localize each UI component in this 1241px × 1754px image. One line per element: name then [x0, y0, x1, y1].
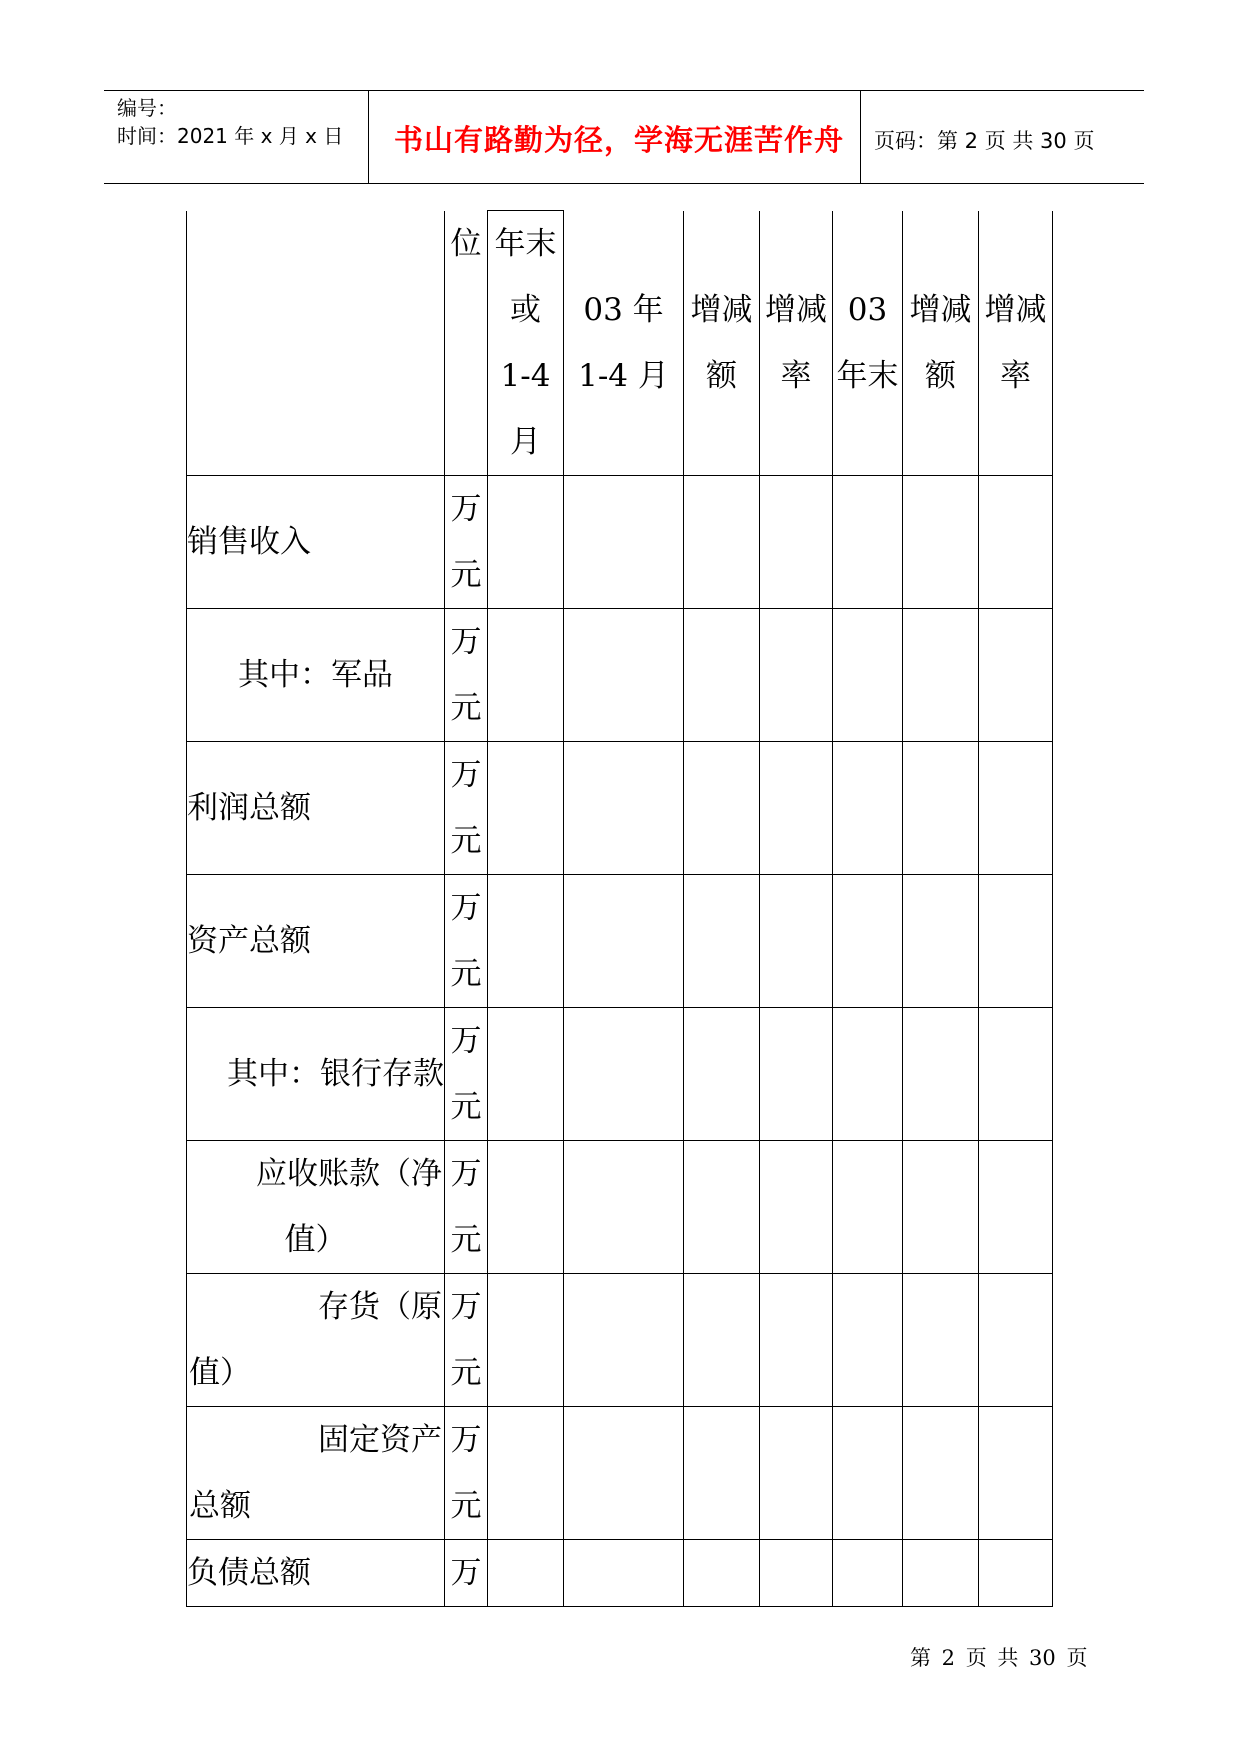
document-number-label: 编号： [117, 96, 177, 120]
header-line: 增减 [765, 291, 827, 328]
row-unit: 万 元 [445, 476, 488, 609]
header-top-rule [104, 90, 1144, 91]
table-row [187, 1540, 1053, 1607]
header-divider-right [860, 90, 861, 183]
header-cell-item [187, 211, 445, 476]
header-line: 年末 [494, 226, 557, 262]
header-line: 03 [847, 291, 888, 328]
table-row [187, 1274, 1053, 1407]
header-line: 年末 [836, 357, 899, 394]
table-row [187, 875, 1053, 1008]
table-row [187, 1407, 1053, 1540]
row-unit: 万 元 [445, 875, 488, 1008]
table-row [187, 476, 1053, 609]
table-row [187, 742, 1053, 875]
header-line: 额 [925, 357, 956, 394]
header-cell-2003-jan-apr [564, 211, 684, 476]
header-cell-change-rate-2 [979, 211, 1053, 476]
header-divider-left [368, 90, 369, 183]
row-label: 资产总额 [187, 875, 445, 1008]
header-cell-year-end-or-jan-apr [488, 211, 564, 476]
row-unit: 万 元 [445, 1141, 488, 1274]
header-unit-text: 位 [450, 225, 482, 262]
header-line: 03 年 [583, 291, 664, 328]
table-row [187, 1141, 1053, 1274]
header-cell-change-amount-1 [684, 211, 760, 476]
header-line: 增减 [690, 291, 753, 328]
header-line: 增减 [909, 291, 972, 328]
row-label: 其中：银行存款 [187, 1008, 445, 1141]
row-label: 应收账款（净 值） [187, 1141, 445, 1274]
header-line: 月 [510, 424, 541, 460]
header-line: 1-4 月 [578, 357, 669, 394]
row-label: 负债总额 [187, 1540, 445, 1607]
header-line: 率 [780, 357, 812, 394]
header-motto: 书山有路勤为径，学海无涯苦作舟 [394, 123, 845, 157]
row-unit: 万 元 [445, 1274, 488, 1407]
table-row [187, 1008, 1053, 1141]
table-header-row [187, 211, 1053, 476]
row-label: 固定资产 总额 [187, 1407, 445, 1540]
row-label: 存货（原 值） [187, 1274, 445, 1407]
header-line: 增减 [984, 291, 1047, 328]
header-cell-2003-year-end [833, 211, 903, 476]
header-cell-unit [445, 211, 488, 476]
header-line: 率 [1000, 357, 1031, 394]
document-date: 时间：2021 年 x 月 x 日 [117, 124, 344, 148]
financial-table [186, 210, 1053, 1607]
header-cell-change-rate-1 [760, 211, 833, 476]
header-line: 1-4 [500, 358, 551, 394]
row-unit: 万 元 [445, 609, 488, 742]
header-bottom-rule [104, 183, 1144, 184]
row-label: 销售收入 [187, 476, 445, 609]
header-cell-change-amount-2 [903, 211, 979, 476]
row-unit: 万 元 [445, 742, 488, 875]
row-label: 其中：军品 [187, 609, 445, 742]
footer-page-number: 第 2 页 共 30 页 [910, 1646, 1088, 1670]
row-label: 利润总额 [187, 742, 445, 875]
table-row [187, 609, 1053, 742]
row-unit: 万 元 [445, 1008, 488, 1141]
header-line: 或 [510, 292, 541, 328]
header-page-number: 页码：第 2 页 共 30 页 [874, 129, 1095, 153]
row-unit: 万 元 [445, 1407, 488, 1540]
row-unit: 万 [445, 1540, 488, 1607]
header-line: 额 [706, 357, 737, 394]
